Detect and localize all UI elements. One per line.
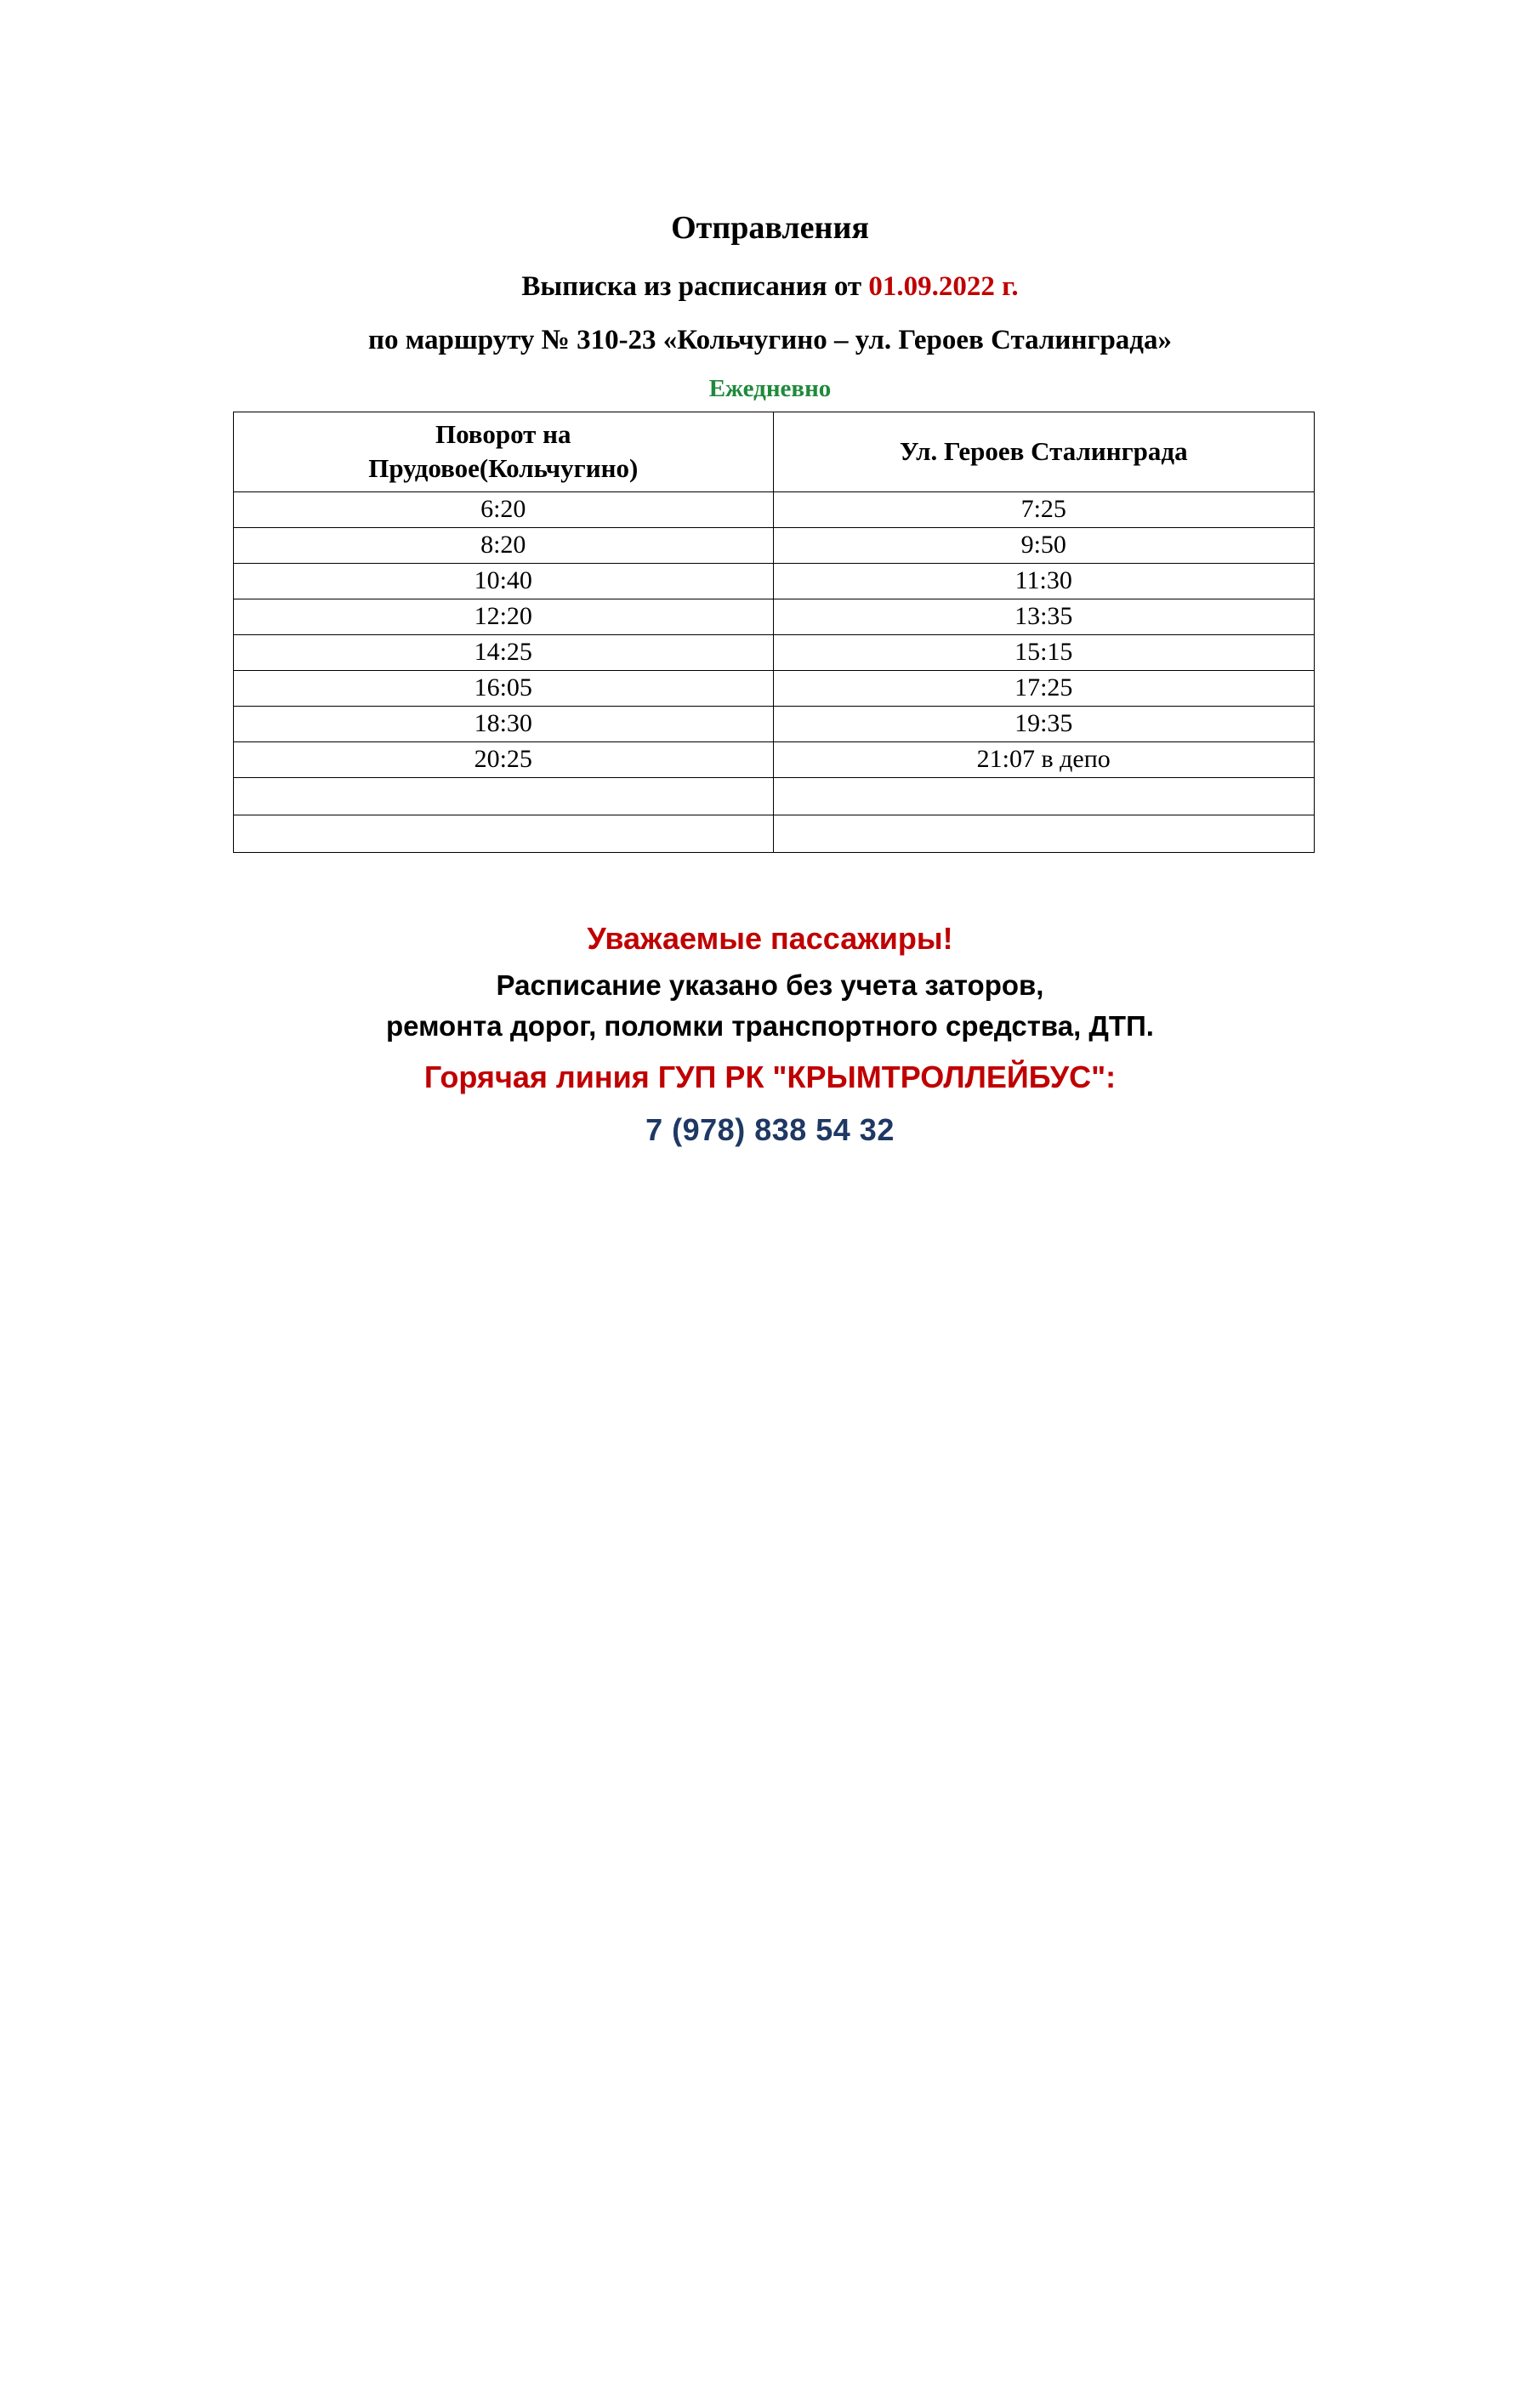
cell-departure-time: 14:25 [233, 634, 774, 670]
cell-departure-time: 6:20 [233, 491, 774, 527]
table-row [233, 670, 1314, 706]
cell-departure-time [233, 815, 774, 852]
cell-departure-time: 20:25 [233, 741, 774, 777]
cell-arrival-time: 9:50 [774, 527, 1315, 563]
column-header-departure-line1: Поворот на [435, 419, 571, 450]
column-header-arrival: Ул. Героев Сталинграда [774, 412, 1315, 492]
schedule-extract-prefix: Выписка из расписания от [521, 270, 869, 302]
cell-departure-time: 8:20 [233, 527, 774, 563]
cell-departure-time: 12:20 [233, 599, 774, 634]
frequency-label: Ежедневно [708, 375, 832, 403]
column-header-departure-line2: Прудовое(Кольчугино) [368, 453, 639, 484]
cell-arrival-time: 19:35 [774, 706, 1315, 741]
notice-line-2: ремонта дорог, поломки транспортного средства, ДТП. [386, 1010, 1154, 1042]
cell-arrival-time [774, 777, 1315, 815]
cell-departure-time: 16:05 [233, 670, 774, 706]
cell-departure-time [233, 777, 774, 815]
hotline-label: Горячая линия ГУП РК "КРЫМТРОЛЛЕЙБУС": [423, 1059, 1117, 1095]
schedule-table-container [226, 412, 1315, 853]
cell-arrival-time: 17:25 [774, 670, 1315, 706]
notice-heading: Уважаемые пассажиры! [587, 920, 953, 956]
table-row [233, 741, 1314, 777]
table-row [233, 634, 1314, 670]
table-row [233, 563, 1314, 599]
passenger-notice [0, 919, 1540, 1153]
route-description: по маршруту № 310-23 «Кольчугино – ул. Героев Сталинграда» [367, 324, 1172, 355]
table-row-empty [233, 815, 1314, 852]
cell-arrival-time: 7:25 [774, 491, 1315, 527]
document-page [0, 209, 1540, 2386]
cell-arrival-time: 15:15 [774, 634, 1315, 670]
table-row [233, 599, 1314, 634]
cell-arrival-time: 21:07 в депо [774, 741, 1315, 777]
cell-arrival-time: 13:35 [774, 599, 1315, 634]
table-row-empty [233, 777, 1314, 815]
schedule-effective-date: 01.09.2022 г. [868, 270, 1019, 302]
table-row [233, 491, 1314, 527]
hotline-phone-number: 7 (978) 838 54 32 [645, 1112, 895, 1148]
table-row [233, 706, 1314, 741]
cell-arrival-time [774, 815, 1315, 852]
notice-line-1: Расписание указано без учета заторов, [496, 969, 1044, 1002]
column-header-departure [233, 412, 774, 492]
cell-departure-time: 10:40 [233, 563, 774, 599]
schedule-table [233, 412, 1315, 853]
cell-arrival-time: 11:30 [774, 563, 1315, 599]
page-title: Отправления [671, 210, 869, 246]
table-row [233, 527, 1314, 563]
schedule-extract-line [0, 270, 1540, 304]
cell-departure-time: 18:30 [233, 706, 774, 741]
table-header-row [233, 412, 1314, 492]
